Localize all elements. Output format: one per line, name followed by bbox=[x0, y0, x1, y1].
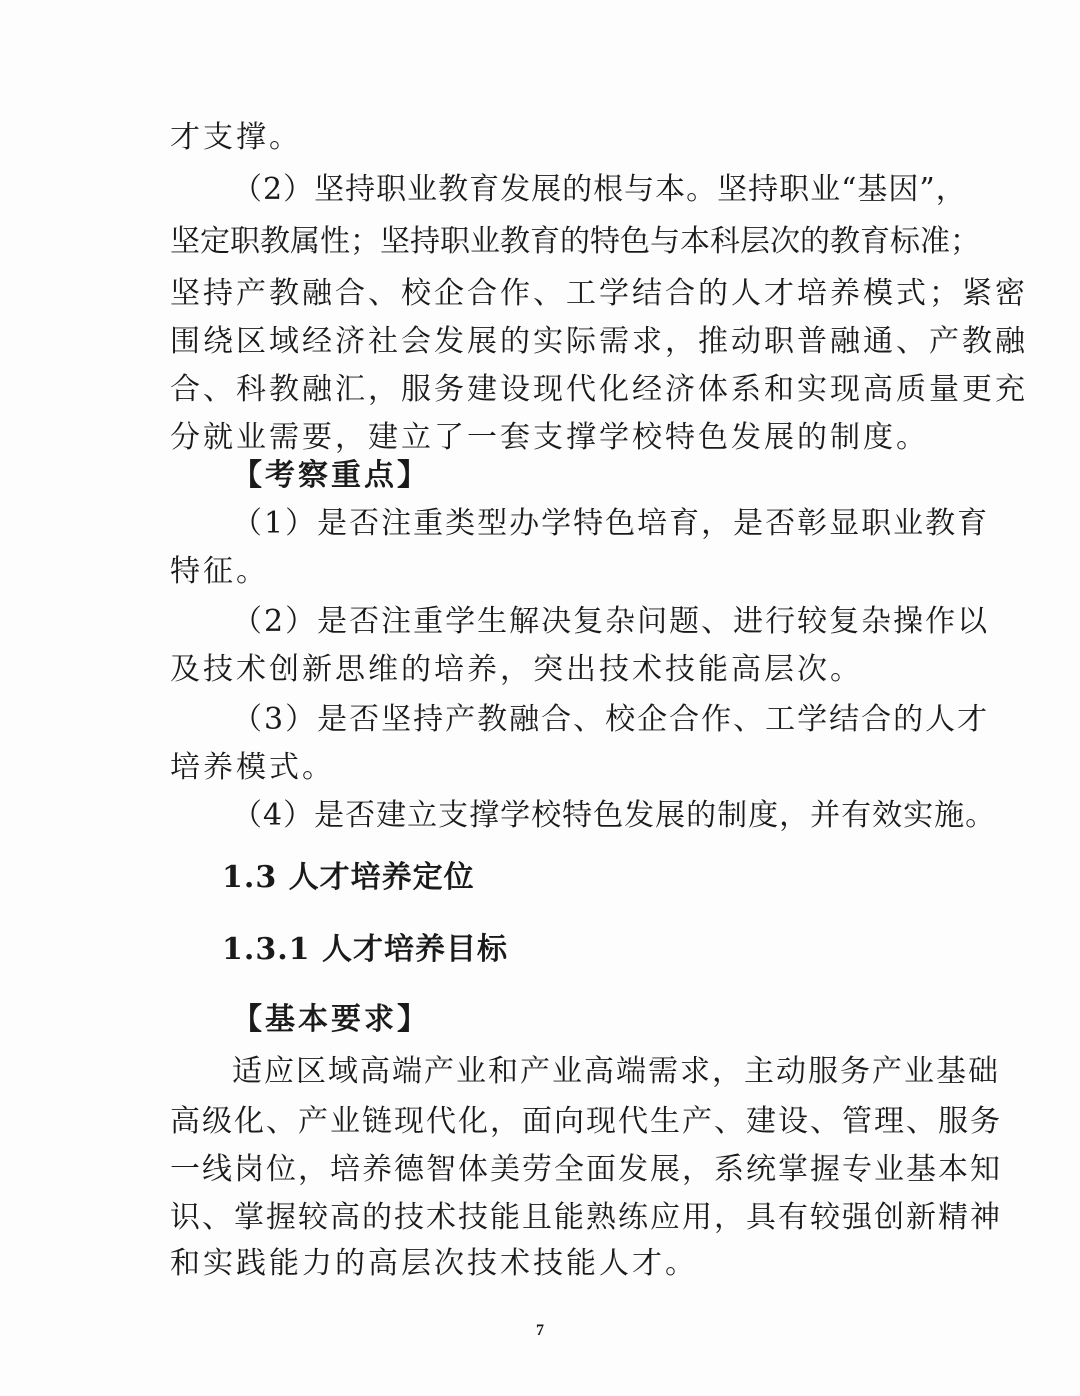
paragraph-line: （2）是否注重学生解决复杂问题、进行较复杂操作以 bbox=[232, 604, 990, 639]
paragraph-line: （3）是否坚持产教融合、校企合作、工学结合的人才 bbox=[232, 702, 990, 737]
paragraph-line: 才支撑。 bbox=[170, 120, 302, 155]
paragraph-line: 围绕区域经济社会发展的实际需求，推动职普融通、产教融 bbox=[170, 324, 1028, 359]
paragraph-line: 坚定职教属性；坚持职业教育的特色与本科层次的教育标准； bbox=[170, 224, 980, 259]
paragraph-line: （1）是否注重类型办学特色培育，是否彰显职业教育 bbox=[232, 506, 990, 541]
paragraph-line: 培养模式。 bbox=[170, 750, 335, 785]
subsection-heading: 1.3.1 人才培养目标 bbox=[222, 932, 508, 967]
paragraph-line: （4）是否建立支撑学校特色发展的制度，并有效实施。 bbox=[232, 798, 997, 833]
paragraph-line: 合、科教融汇，服务建设现代化经济体系和实现高质量更充 bbox=[170, 372, 1028, 407]
section-label-key-points: 【考察重点】 bbox=[232, 458, 430, 493]
page-number: 7 bbox=[536, 1322, 544, 1339]
section-heading: 1.3 人才培养定位 bbox=[222, 860, 475, 895]
paragraph-line: 特征。 bbox=[170, 554, 269, 589]
paragraph-line: 坚持产教融合、校企合作、工学结合的人才培养模式；紧密 bbox=[170, 276, 1028, 311]
paragraph-line: 适应区域高端产业和产业高端需求，主动服务产业基础 bbox=[232, 1054, 1000, 1089]
paragraph-line: （2）坚持职业教育发展的根与本。坚持职业“基因”， bbox=[232, 172, 967, 207]
paragraph-line: 一线岗位，培养德智体美劳全面发展，系统掌握专业基本知 bbox=[170, 1152, 1002, 1187]
paragraph-line: 分就业需要，建立了一套支撑学校特色发展的制度。 bbox=[170, 420, 929, 455]
paragraph-line: 识、掌握较高的技术技能且能熟练应用，具有较强创新精神 bbox=[170, 1200, 1002, 1235]
paragraph-line: 和实践能力的高层次技术技能人才。 bbox=[170, 1246, 698, 1281]
section-label-basic-requirements: 【基本要求】 bbox=[232, 1002, 430, 1037]
paragraph-line: 及技术创新思维的培养，突出技术技能高层次。 bbox=[170, 652, 863, 687]
paragraph-line: 高级化、产业链现代化，面向现代生产、建设、管理、服务 bbox=[170, 1104, 1002, 1139]
